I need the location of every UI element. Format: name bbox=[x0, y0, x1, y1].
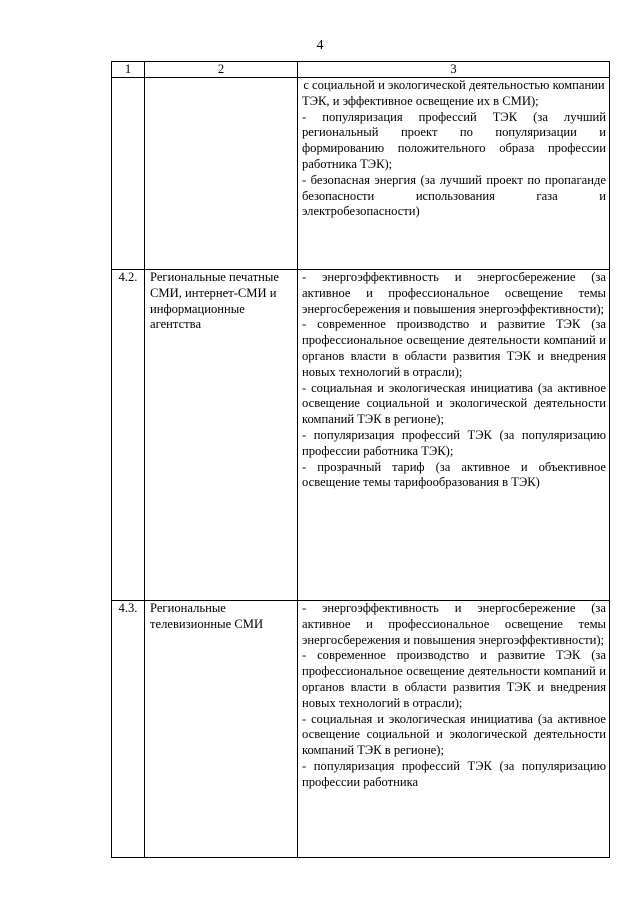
table-row bbox=[112, 601, 610, 858]
nomination-item: - популяризация профессий ТЭК (за лучший региональный проект по популяризации и формированию положительного образа профессии работника ТЭК); bbox=[302, 109, 606, 171]
nomination-item: - современное производство и развитие ТЭК (за профессиональное освещение деятельности компаний и органов власти в области развития ТЭК и внедрения новых технологий в отрасли); bbox=[302, 648, 606, 710]
nomination-item: - социальная и экологическая инициатива (за активное освещение социальной и экологической деятельности компаний ТЭК в регионе); bbox=[302, 711, 606, 758]
nomination-list bbox=[298, 78, 610, 270]
nominations-table bbox=[111, 61, 610, 858]
row-number: 4.2. bbox=[112, 270, 145, 601]
nomination-list bbox=[298, 270, 610, 601]
row-number: 4.3. bbox=[112, 601, 145, 858]
nomination-item: - современное производство и развитие ТЭК (за профессиональное освещение деятельности компаний и органов власти в области развития ТЭК и внедрения новых технологий в отрасли); bbox=[302, 317, 606, 379]
column-2-header: 2 bbox=[145, 62, 298, 78]
table-header-row bbox=[112, 62, 610, 78]
media-category: Региональные телевизионные СМИ bbox=[145, 601, 298, 858]
nomination-item: - безопасная энергия (за лучший проект по пропаганде безопасности использования газа и электробезопасности) bbox=[302, 172, 606, 219]
nomination-item: - популяризация профессий ТЭК (за популяризацию профессии работника bbox=[302, 758, 606, 789]
nomination-item: - популяризация профессий ТЭК (за популяризацию профессии работника ТЭК); bbox=[302, 427, 606, 458]
page-number: 4 bbox=[316, 38, 324, 53]
column-3-header: 3 bbox=[298, 62, 610, 78]
nomination-item: с социальной и экологической деятельностью компании ТЭК, и эффективное освещение их в СМИ); bbox=[302, 78, 605, 108]
nomination-item: - прозрачный тариф (за активное и объективное освещение темы тарифообразования в ТЭК) bbox=[302, 459, 606, 490]
nomination-item: - энергоэффективность и энергосбережение (за активное и профессиональное освещение темы энергосбережения и повышения энергоэффективности); bbox=[302, 270, 606, 316]
nomination-item: - энергоэффективность и энергосбережение (за активное и профессиональное освещение темы энергосбережения и повышения энергоэффективности); bbox=[302, 601, 606, 647]
media-category bbox=[145, 78, 298, 270]
table-row bbox=[112, 270, 610, 601]
table-row bbox=[112, 78, 610, 270]
media-category: Региональные печатные СМИ, интернет-СМИ и информационные агентства bbox=[145, 270, 298, 601]
nomination-item: - социальная и экологическая инициатива (за активное освещение социальной и экологической деятельности компаний ТЭК в регионе); bbox=[302, 380, 606, 427]
column-1-header: 1 bbox=[112, 62, 145, 78]
row-number bbox=[112, 78, 145, 270]
nomination-list bbox=[298, 601, 610, 858]
